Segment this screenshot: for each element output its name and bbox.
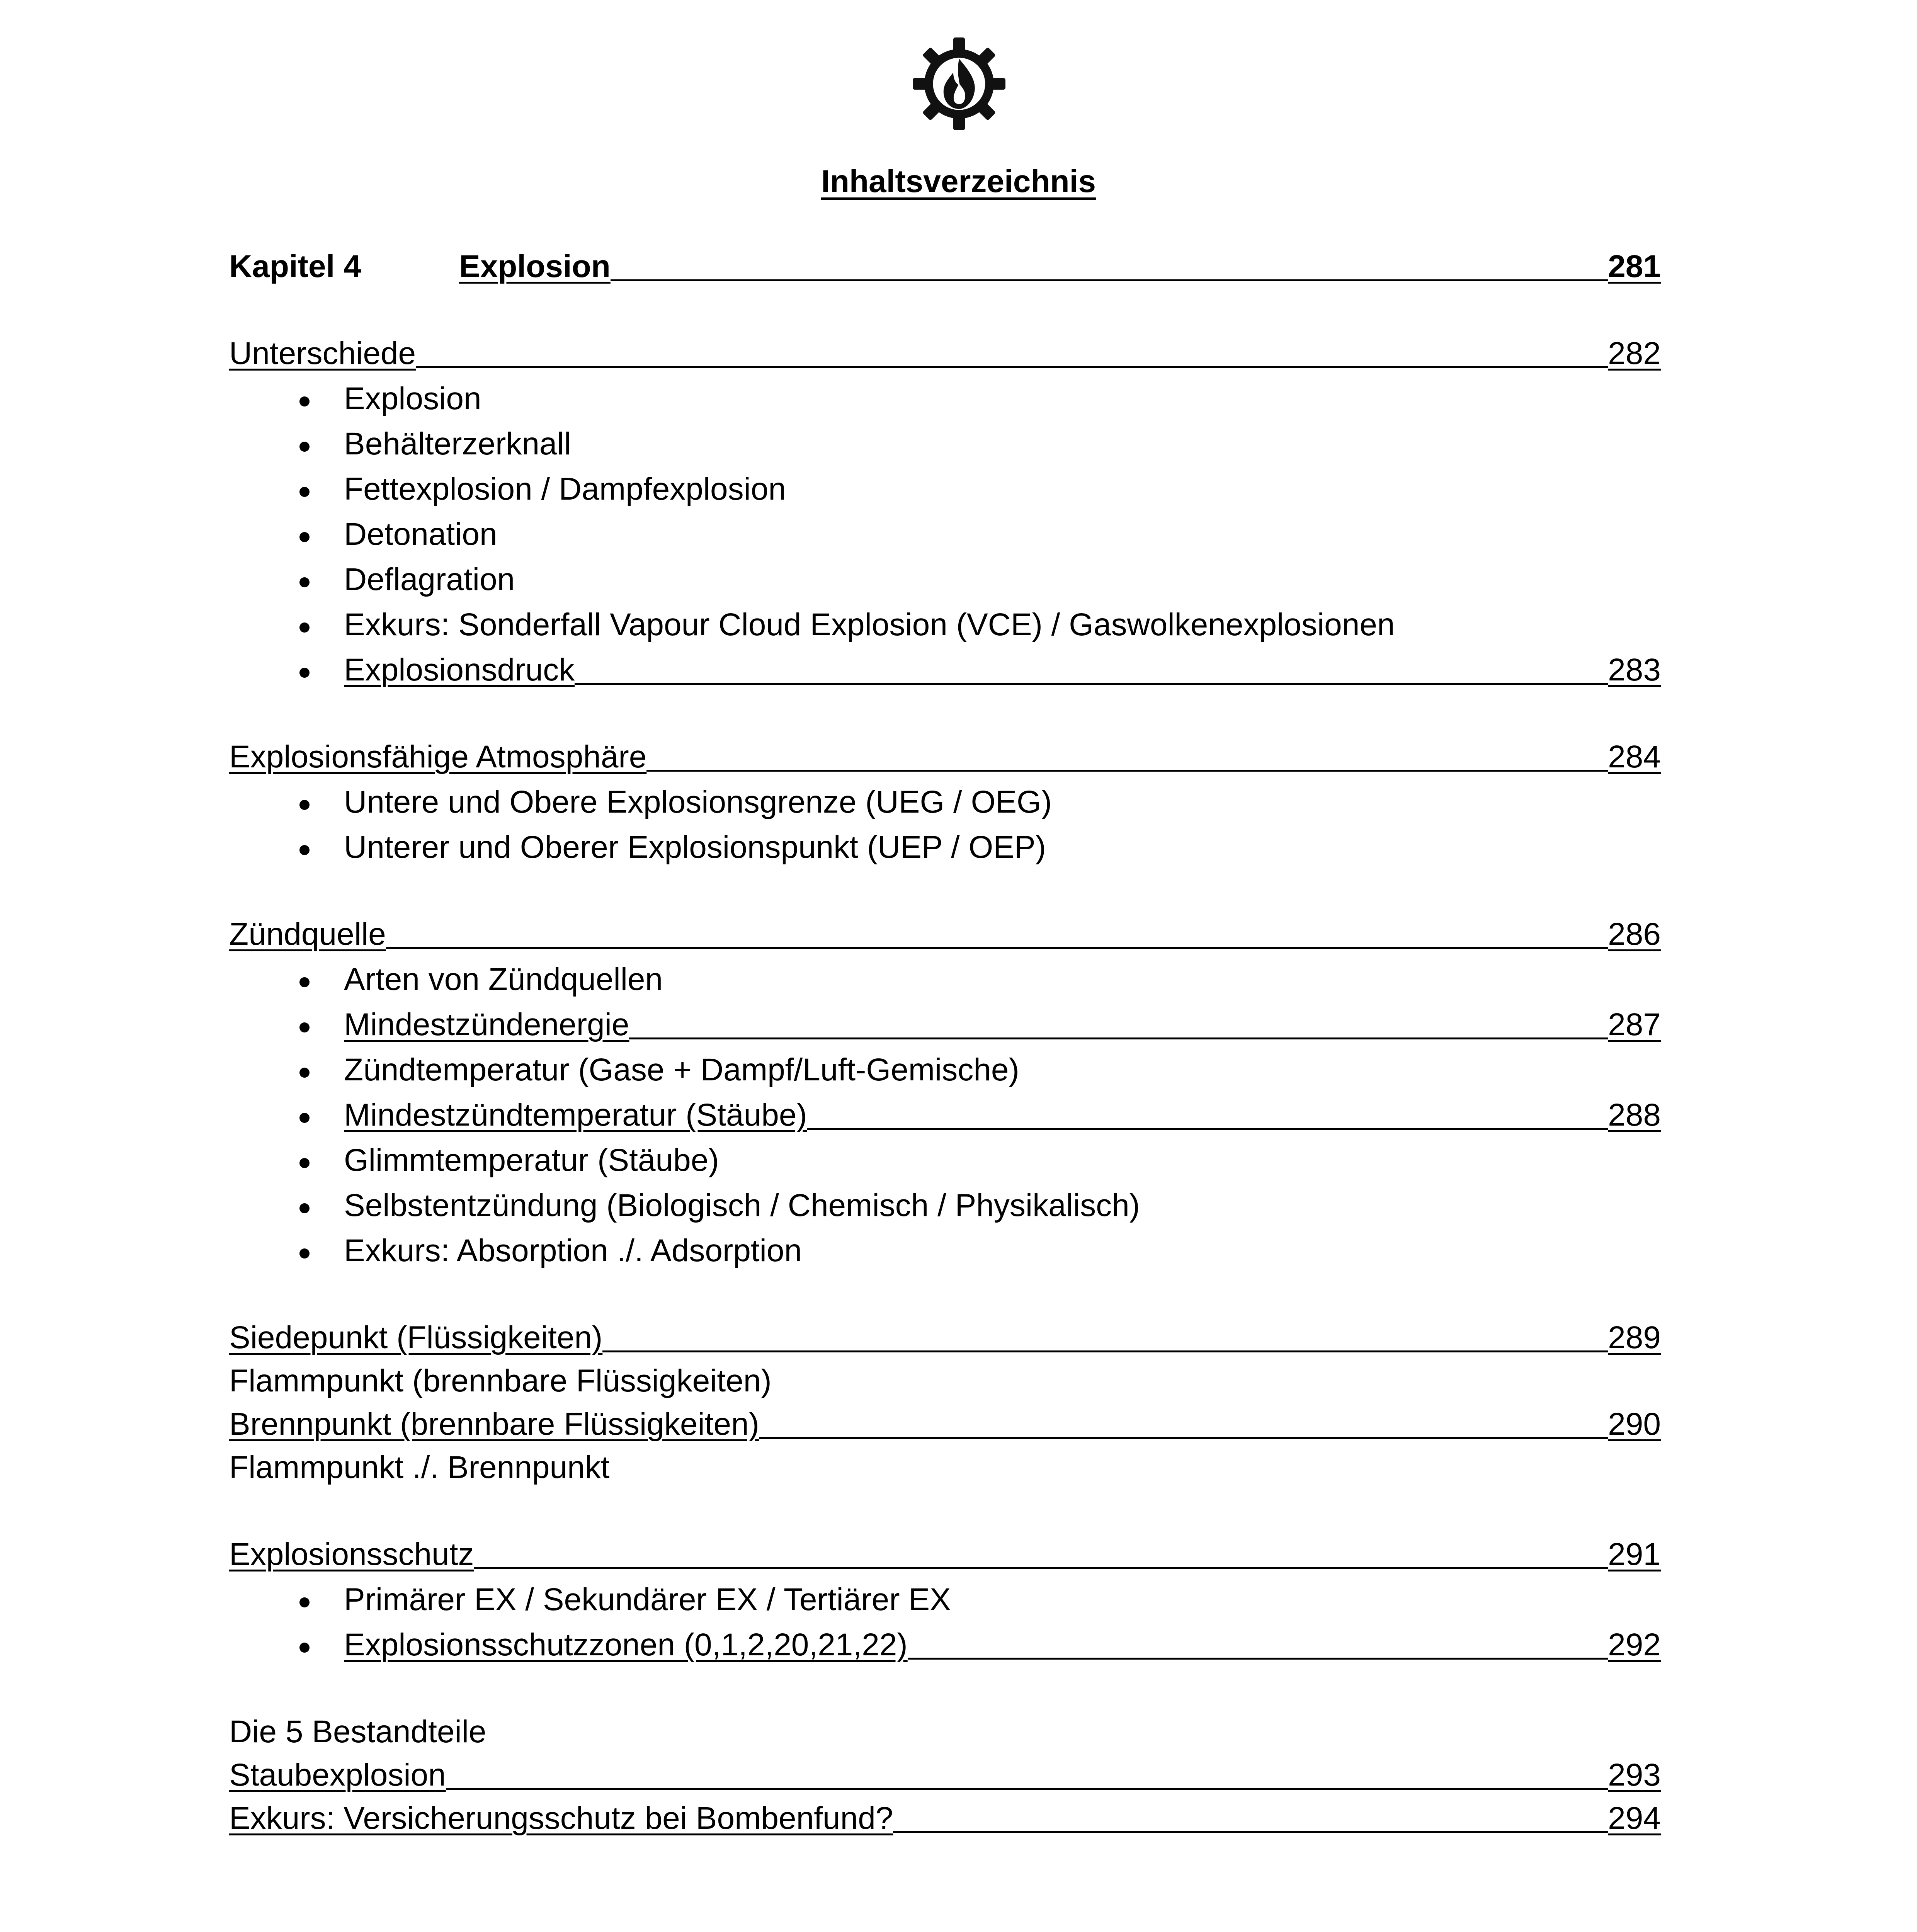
toc-entry[interactable]: Brennpunkt (brennbare Flüssigkeiten) 290: [229, 1405, 1661, 1444]
toc-subentry[interactable]: Selbstentzündung (Biologisch / Chemisch / Physikalisch): [344, 1186, 1661, 1225]
toc-subentry[interactable]: Zündtemperatur (Gase + Dampf/Luft-Gemische): [344, 1051, 1661, 1089]
dot-leader: [575, 651, 1608, 689]
toc-subentry[interactable]: Mindestzündenergie 287: [344, 1005, 1661, 1044]
page-number: 291: [1608, 1537, 1661, 1572]
dot-leader: [446, 1756, 1608, 1794]
page-number: 283: [1608, 652, 1661, 687]
toc-subentry[interactable]: Explosionsdruck 283: [344, 651, 1661, 689]
dot-leader: [602, 1318, 1608, 1357]
toc-entry[interactable]: Flammpunkt (brennbare Flüssigkeiten): [229, 1363, 772, 1398]
bullet-icon: [293, 560, 316, 599]
bullet-icon: [293, 651, 316, 689]
toc-entry[interactable]: Zündquelle 286: [229, 915, 1661, 954]
page-number: 294: [1608, 1801, 1661, 1836]
bullet-icon: [293, 1141, 316, 1180]
bullet-icon: [293, 379, 316, 418]
dot-leader: [807, 1096, 1608, 1134]
page-number: 281: [1608, 249, 1661, 284]
bullet-icon: [293, 1096, 316, 1134]
toc-entry[interactable]: Flammpunkt ./. Brennpunkt: [229, 1450, 610, 1485]
dot-leader: [416, 334, 1608, 373]
bullet-icon: [293, 515, 316, 554]
bullet-icon: [293, 1231, 316, 1270]
toc-subentry[interactable]: Detonation: [344, 515, 1661, 554]
toc-entry[interactable]: Die 5 Bestandteile: [229, 1714, 486, 1749]
dot-leader: [646, 738, 1608, 776]
toc-entry[interactable]: Siedepunkt (Flüssigkeiten) 289: [229, 1318, 1661, 1357]
toc-subentry[interactable]: Behälterzerknall: [344, 425, 1661, 463]
toc-entry[interactable]: Unterschiede 282: [229, 334, 1661, 373]
page-number: 282: [1608, 336, 1661, 371]
page-title: Inhaltsverzeichnis: [821, 164, 1096, 199]
bullet-icon: [293, 1626, 316, 1664]
toc-subentry[interactable]: Unterer und Oberer Explosionspunkt (UEP / OEP): [344, 828, 1661, 867]
toc-entry[interactable]: Explosionsschutz 291: [229, 1535, 1661, 1574]
toc-subentry[interactable]: Exkurs: Sonderfall Vapour Cloud Explosion (VCE) / Gaswolkenexplosionen: [344, 605, 1661, 644]
toc-subentry[interactable]: Glimmtemperatur (Stäube): [344, 1141, 1661, 1180]
chapter-title: Explosion: [459, 249, 611, 284]
bullet-icon: [293, 783, 316, 821]
page-number: 286: [1608, 917, 1661, 952]
table-of-contents: [229, 0, 1661, 1932]
toc-subentry[interactable]: Explosion: [344, 379, 1661, 418]
bullet-icon: [293, 470, 316, 509]
dot-leader: [629, 1005, 1608, 1044]
toc-subentry[interactable]: Deflagration: [344, 560, 1661, 599]
toc-entry[interactable]: Staubexplosion 293: [229, 1756, 1661, 1794]
toc-subentry[interactable]: Untere und Obere Explosionsgrenze (UEG / OEG): [344, 783, 1661, 821]
toc-entry[interactable]: Exkurs: Versicherungsschutz bei Bombenfund? 294: [229, 1799, 1661, 1838]
chapter-number: Kapitel 4: [229, 249, 361, 284]
page-number: 288: [1608, 1097, 1661, 1133]
dot-leader: [893, 1799, 1608, 1838]
page-number: 292: [1608, 1627, 1661, 1662]
toc-subentry[interactable]: Explosionsschutzzonen (0,1,2,20,21,22) 292: [344, 1626, 1661, 1664]
toc-subentry[interactable]: Arten von Zündquellen: [344, 960, 1661, 999]
bullet-icon: [293, 1186, 316, 1225]
toc-subentry[interactable]: Fettexplosion / Dampfexplosion: [344, 470, 1661, 509]
page-number: 287: [1608, 1007, 1661, 1042]
bullet-icon: [293, 425, 316, 463]
page-number: 289: [1608, 1320, 1661, 1355]
toc-subentry[interactable]: Exkurs: Absorption ./. Adsorption: [344, 1231, 1661, 1270]
page-number: 290: [1608, 1406, 1661, 1442]
dot-leader: [386, 915, 1608, 954]
bullet-icon: [293, 605, 316, 644]
bullet-icon: [293, 1051, 316, 1089]
toc-subentry[interactable]: Mindestzündtemperatur (Stäube) 288: [344, 1096, 1661, 1134]
dot-leader: [611, 247, 1608, 286]
bullet-icon: [293, 828, 316, 867]
dot-leader: [759, 1405, 1608, 1444]
dot-leader: [474, 1535, 1608, 1574]
toc-subentry[interactable]: Primärer EX / Sekundärer EX / Tertiärer EX: [344, 1580, 1661, 1619]
bullet-icon: [293, 1580, 316, 1619]
dot-leader: [908, 1626, 1608, 1664]
page-number: 284: [1608, 739, 1661, 774]
toc-entry[interactable]: Explosionsfähige Atmosphäre 284: [229, 738, 1661, 776]
bullet-icon: [293, 960, 316, 999]
page-number: 293: [1608, 1757, 1661, 1793]
bullet-icon: [293, 1005, 316, 1044]
toc-chapter-heading[interactable]: [229, 247, 1661, 286]
